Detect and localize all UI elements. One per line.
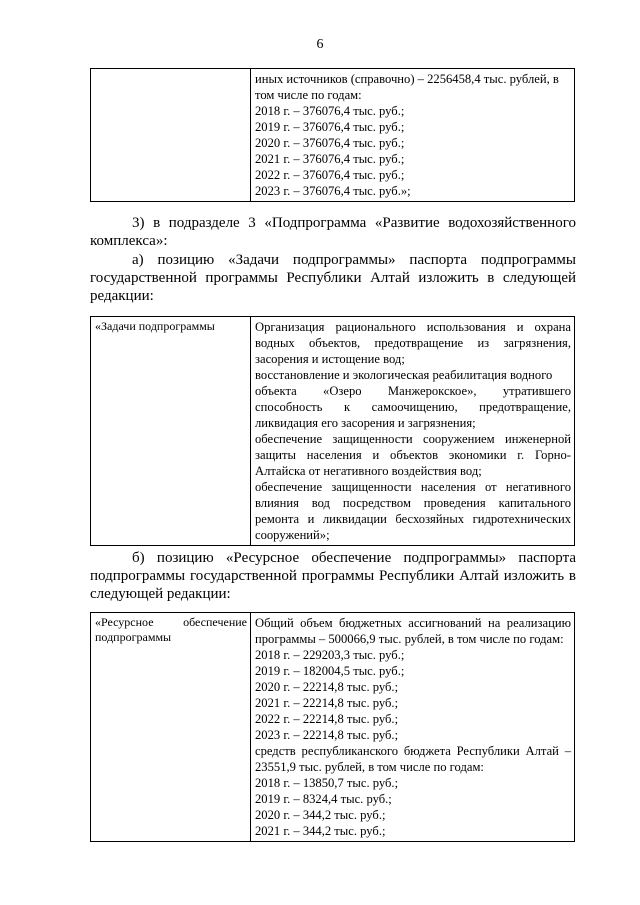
text-line: 2023 г. – 376076,4 тыс. руб.»;	[255, 184, 411, 198]
table-cell-label: «Задачи подпрограммы	[91, 317, 251, 546]
table-cell-label	[91, 69, 251, 202]
text-line: том числе по годам:	[255, 88, 362, 102]
text-line: 2021 г. – 376076,4 тыс. руб.;	[255, 152, 405, 166]
text-line: Организация рационального использования и охрана	[255, 320, 571, 334]
text-line: средств республиканского бюджета Республики Алтай –	[255, 744, 571, 758]
text-line: 2022 г. – 22214,8 тыс. руб.;	[255, 712, 399, 726]
text-line: следующей редакции:	[90, 586, 231, 602]
text-line: 2021 г. – 344,2 тыс. руб.;	[255, 824, 386, 838]
table-row	[91, 613, 575, 842]
text-line: 2020 г. – 376076,4 тыс. руб.;	[255, 136, 405, 150]
table-row	[91, 69, 575, 202]
text-line: 2019 г. – 182004,5 тыс. руб.;	[255, 664, 405, 678]
text-line: влияния вод посредством проведения капитального	[255, 496, 571, 510]
text-line: ремонта и ликвидации бесхозяйных гидротехнических	[255, 512, 571, 526]
text-line: подпрограммы	[95, 630, 172, 644]
text-line: 2018 г. – 13850,7 тыс. руб.;	[255, 776, 399, 790]
table-cell-content	[251, 69, 575, 202]
table-cell-label	[91, 613, 251, 842]
paragraph-b	[90, 549, 576, 603]
page-number: 6	[316, 37, 324, 52]
text-line: 23551,9 тыс. рублей, в том числе по годам:	[255, 760, 484, 774]
text-line: 2020 г. – 22214,8 тыс. руб.;	[255, 680, 399, 694]
text-line: подпрограммы государственной программы Республики Алтай изложить в	[90, 568, 576, 584]
text-line: засорения и истощение вод;	[255, 352, 405, 366]
text-line: 2018 г. – 376076,4 тыс. руб.;	[255, 104, 405, 118]
text-line: 2020 г. – 344,2 тыс. руб.;	[255, 808, 386, 822]
text-line: способность к самоочищению, предотвращение,	[255, 400, 571, 414]
text-line: 3) в подразделе 3 «Подпрограмма «Развитие водохозяйственного	[132, 215, 576, 231]
paragraph-a	[90, 251, 576, 305]
text-line: защиты населения и объектов экономики г. Горно-	[255, 448, 571, 462]
text-line: сооружений»;	[255, 528, 330, 542]
table-cell-content	[251, 613, 575, 842]
text-line: редакции:	[90, 288, 154, 304]
funding-continuation-table	[90, 68, 575, 202]
text-line: 2021 г. – 22214,8 тыс. руб.;	[255, 696, 399, 710]
table-row	[91, 317, 575, 546]
text-line: 2018 г. – 229203,3 тыс. руб.;	[255, 648, 405, 662]
text-line: иных источников (справочно) – 2256458,4 тыс. рублей, в	[255, 72, 559, 86]
text-line: обеспечение защищенности сооружением инженерной	[255, 432, 571, 446]
text-line: Общий объем бюджетных ассигнований на реализацию	[255, 616, 571, 630]
text-line: 2019 г. – 376076,4 тыс. руб.;	[255, 120, 405, 134]
text-line: программы – 500066,9 тыс. рублей, в том числе по годам:	[255, 632, 564, 646]
text-line: «Ресурсное обеспечение	[95, 615, 247, 629]
paragraph-subsection-3	[90, 214, 576, 250]
table-cell-content	[251, 317, 575, 546]
text-line: 2023 г. – 22214,8 тыс. руб.;	[255, 728, 399, 742]
text-line: государственной программы Республики Алтай изложить в следующей	[90, 270, 576, 286]
text-line: Алтайска от негативного воздействия вод;	[255, 464, 482, 478]
text-line: ликвидация его засорения и загрязнения;	[255, 416, 476, 430]
text-line: 2022 г. – 376076,4 тыс. руб.;	[255, 168, 405, 182]
text-line: водных объектов, предотвращение из загрязнения,	[255, 336, 571, 350]
resource-provision-table	[90, 612, 575, 842]
text-line: объекта «Озеро Манжерокское», утратившего	[255, 384, 571, 398]
text-line: а) позицию «Задачи подпрограммы» паспорта подпрограммы	[132, 252, 576, 268]
text-line: обеспечение защищенности населения от негативного	[255, 480, 571, 494]
text-line: б) позицию «Ресурсное обеспечение подпрограммы» паспорта	[132, 550, 576, 566]
text-line: восстановление и экологическая реабилитация водного	[255, 368, 553, 382]
text-line: 2019 г. – 8324,4 тыс. руб.;	[255, 792, 392, 806]
text-line: комплекса»:	[90, 233, 168, 249]
tasks-table	[90, 316, 575, 546]
